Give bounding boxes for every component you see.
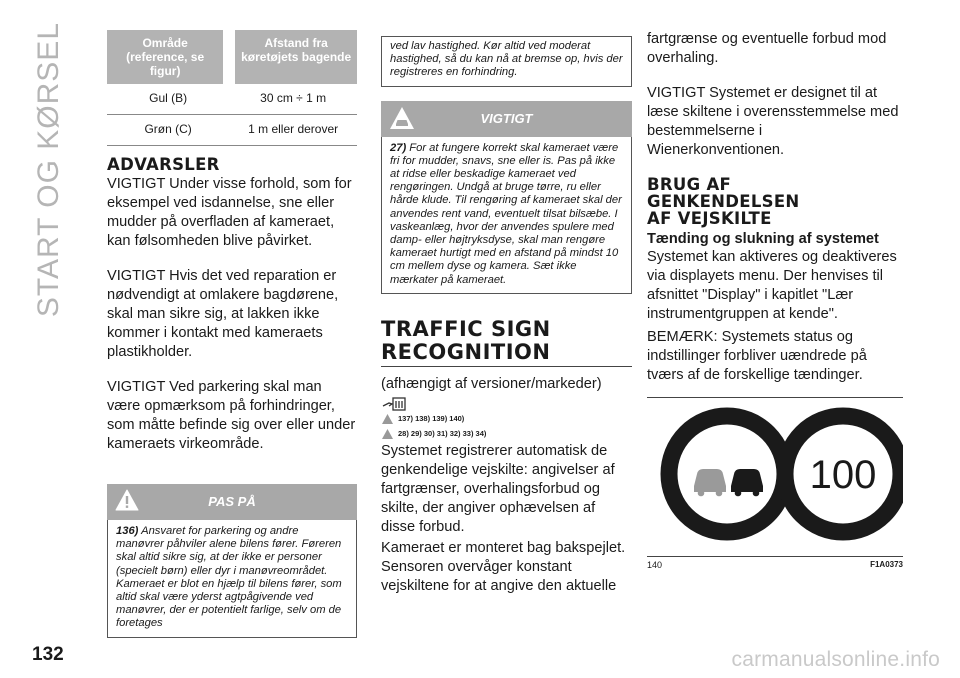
col3-paragraph: fartgrænse og eventuelle forbud mod overhaling. <box>647 31 887 66</box>
pas-paa-text: Ansvaret for parkering og andre manøvrer påhviler alene bilens fører. Føreren skal altid sikre sig, at der ikke er personer (specielt børn) eller dyr i manøvreområdet. Kameraet er blot en hjælp til bilens fører, som altid skal være yderst agtpågivende ved manøvrer, der er potentielt farlige, selv om de foretages <box>116 525 342 630</box>
table-header-distance: Afstand fra køretøjets bagende <box>229 30 357 84</box>
vigtigt-header <box>381 101 632 137</box>
col3-paragraph: Systemet kan aktiveres og deaktiveres via displayets menu. Der henvises til afsnittet "Display" i kapitlet "Lær instrumentgruppen at kende". <box>647 249 897 322</box>
table-cell: 1 m eller derover <box>229 115 357 146</box>
figure-number: 140 <box>647 560 663 570</box>
no-overtaking-sign-icon <box>669 416 785 532</box>
tsr-heading: TRAFFIC SIGN RECOGNITION <box>381 316 551 364</box>
continued-warning-text: ved lav hastighed. Kør altid ved moderat hastighed, så du kan nå at bremse op, hvis der registreres en forhindring. <box>390 40 623 79</box>
pas-paa-box <box>107 520 357 638</box>
col3-paragraph: BEMÆRK: Systemets status og indstillinger forbliver uændrede på tværs af de forskellige tændinger. <box>647 329 867 383</box>
table-row <box>107 115 357 146</box>
figure-140 <box>647 398 903 556</box>
tsr-paragraph: Kameraet er monteret bag bakspejlet. Sensoren overvåger konstant vejskiltene for at angive den aktuelle <box>381 539 626 594</box>
subheading: Tænding og slukning af systemet <box>647 231 879 247</box>
column-1 <box>107 30 357 638</box>
chapter-side-title: START OG KØRSEL <box>32 22 65 318</box>
advarsler-heading: ADVARSLER <box>107 155 220 174</box>
advarsler-paragraph: VIGTIGT Hvis det ved reparation er nødvendigt at omlakere bagdørene, skal man sikre sig, at lakken ikke kommer i kontakt med kameraets plastikholder. <box>107 268 339 360</box>
advarsler-paragraph: VIGTIGT Ved parkering skal man være opmærksom på forhindringer, som måtte befinde sig over eller under kameraets virkeområde. <box>107 379 356 452</box>
watermark: carmanualsonline.info <box>731 648 940 671</box>
pas-paa-title: PAS PÅ <box>208 494 256 509</box>
advarsler-paragraph: VIGTIGT Under visse forhold, som for eksempel ved isdannelse, sne eller mudder på overfladen af kameraet, kan følsomheden blive påvirket. <box>107 176 352 249</box>
figure-code: F1A0373 <box>870 560 903 569</box>
important-refs: 28) 29) 30) 31) 32) 33) 34) <box>381 428 632 440</box>
road-signs-figure <box>647 398 903 556</box>
warning-refs: 137) 138) 139) 140) <box>381 413 632 425</box>
speed-limit-value: 100 <box>809 453 877 497</box>
warning-icon <box>381 413 394 425</box>
vigtigt-box <box>381 137 632 294</box>
table-row <box>107 84 357 115</box>
vigtigt-title: VIGTIGT <box>480 110 533 126</box>
column-3 <box>647 30 903 570</box>
brug-af-heading: BRUG AF GENKENDELSEN AF VEJSKILTE <box>647 175 800 228</box>
continued-warning-box <box>381 36 632 87</box>
distance-table <box>107 30 357 146</box>
table-header-area: Område (reference, se figur) <box>107 30 229 84</box>
column-2 <box>381 36 632 596</box>
vigtigt-ref: 27) <box>390 141 407 154</box>
figure-bottom-rule <box>647 556 903 557</box>
hand-book-icon <box>381 396 632 412</box>
pas-paa-header <box>107 484 357 520</box>
tsr-heading-rule <box>381 366 632 367</box>
tsr-subtitle: (afhængigt af versioner/markeder) <box>381 375 602 392</box>
pas-paa-ref: 136) <box>116 525 139 537</box>
figure-caption <box>647 560 903 570</box>
page-number: 132 <box>32 644 64 665</box>
car-important-icon <box>381 428 394 440</box>
vigtigt-text: For at fungere korrekt skal kameraet være fri for mudder, snavs, sne eller is. Pas på ikke at ridse eller beskadige kameraet ved rengøringen. Undgå at bruge tørre, ru eller hårde klude. Til rengøring af kameraet skal der anvendes rent vand, eventuelt tilsat bilsæbe. I vaskeanlæg, hvor der anvendes spulere med damp- eller højtryksdyse, skal man rengøre kameraet hurtigt med en afstand på mindst 10 cm mellem dyse og kamera. Sæt ikke mærkater på kameraet. <box>390 141 622 286</box>
table-cell: 30 cm ÷ 1 m <box>229 84 357 115</box>
table-cell: Gul (B) <box>107 84 229 115</box>
col3-paragraph: VIGTIGT Systemet er designet til at læse skiltene i overensstemmelse med bestemmelserne i Wienerkonventionen. <box>647 85 899 158</box>
tsr-paragraph: Systemet registrerer automatisk de genkendelige vejskilte: angivelser af fartgrænser, overhalingsforbud og skilte, der angiver ophævelsen af disse forbud. <box>381 442 615 535</box>
table-cell: Grøn (C) <box>107 115 229 146</box>
